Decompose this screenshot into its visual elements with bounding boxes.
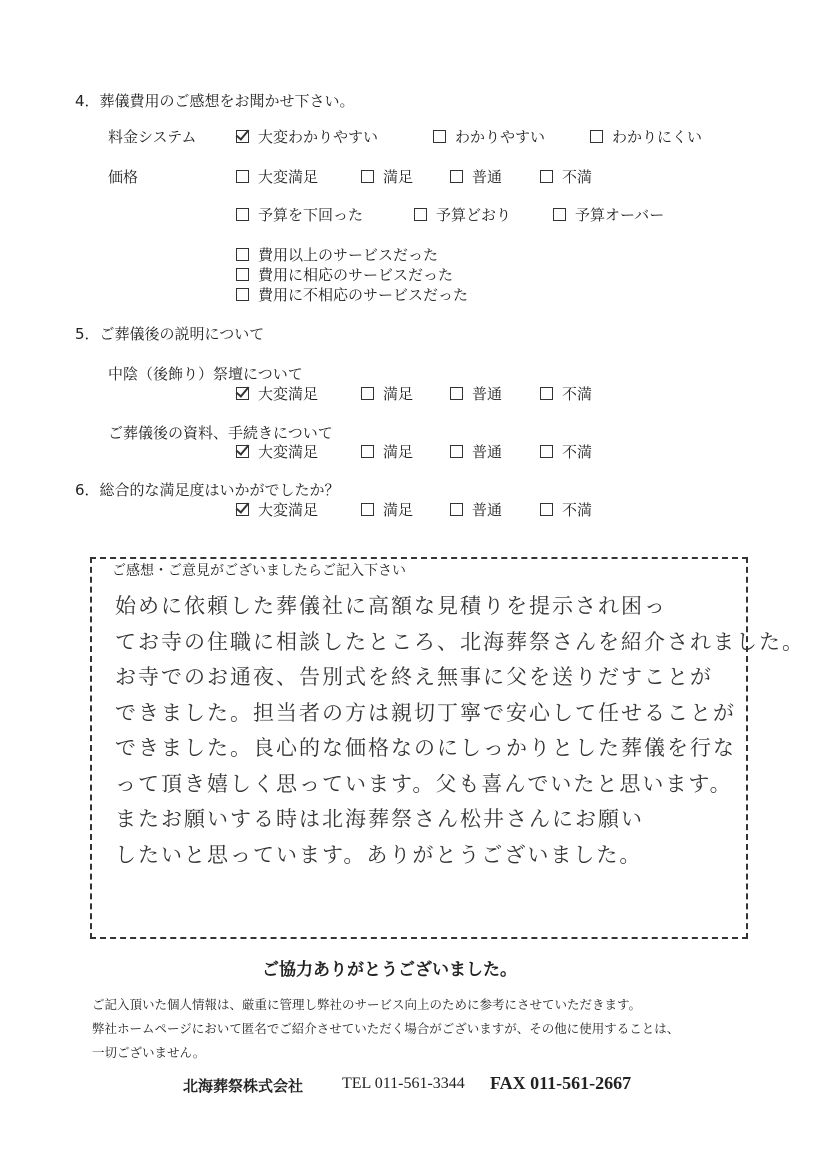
option-label: 大変満足 (258, 501, 319, 519)
handwritten-line: てお寺の住職に相談したところ、北海葬祭さんを紹介されました。 (115, 629, 805, 654)
option-label: 大変満足 (258, 168, 319, 186)
checkbox[interactable] (236, 387, 249, 400)
option-label: 不満 (562, 168, 593, 186)
handwritten-line: お寺でのお通夜、告別式を終え無事に父を送りだすことが (115, 665, 713, 689)
option-label: 大変満足 (258, 443, 319, 461)
checkbox[interactable] (540, 387, 553, 400)
handwritten-line: したいと思っています。ありがとうございました。 (115, 842, 643, 867)
checkbox[interactable] (553, 208, 566, 221)
option-label: 予算を下回った (258, 206, 364, 224)
q6-title: 6．総合的な満足度はいかがでしたか？ (75, 481, 340, 499)
q5-title: 5．ご葬儀後の説明について (75, 325, 265, 343)
option-label: 満足 (383, 443, 414, 461)
system-label: 料金システム (108, 128, 197, 146)
checkbox[interactable] (236, 170, 249, 183)
option-label: 予算どおり (436, 206, 512, 224)
checkbox[interactable] (236, 248, 249, 261)
checkbox[interactable] (236, 268, 249, 281)
option-label: 満足 (383, 501, 414, 519)
q4-title: 4．葬儀費用のご感想をお聞かせ下さい。 (75, 92, 355, 110)
checkbox[interactable] (450, 445, 463, 458)
option-label: わかりにくい (612, 128, 703, 146)
checkbox[interactable] (236, 445, 249, 458)
checkbox[interactable] (236, 130, 249, 143)
price-label: 価格 (108, 168, 139, 186)
checkbox[interactable] (540, 170, 553, 183)
checkbox[interactable] (540, 503, 553, 516)
option-label: 不満 (562, 385, 593, 403)
option-label: 費用以上のサービスだった (258, 246, 439, 264)
note-line: 弊社ホームページにおいて匿名でご紹介させていただく場合がございますが、その他に使用することは、 (92, 1021, 680, 1036)
option-label: 大変満足 (258, 385, 319, 403)
option-label: 不満 (562, 501, 593, 519)
checkbox[interactable] (236, 208, 249, 221)
fax-number: FAX 011-561-2667 (490, 1073, 632, 1093)
checkbox[interactable] (590, 130, 603, 143)
option-label: 普通 (472, 443, 503, 461)
option-label: 不満 (562, 443, 593, 461)
option-label: 満足 (383, 385, 414, 403)
tel-number: TEL 011-561-3344 (342, 1075, 465, 1092)
altar-label: 中陰（後飾り）祭壇について (108, 365, 303, 383)
handwritten-line: できました。良心的な価格なのにしっかりとした葬儀を行な (115, 736, 736, 760)
checkbox[interactable] (414, 208, 427, 221)
comment-heading: ご感想・ご意見がございましたらご記入下さい (112, 563, 406, 579)
checkbox[interactable] (236, 288, 249, 301)
option-label: 費用に相応のサービスだった (258, 266, 454, 284)
checkbox[interactable] (361, 503, 374, 516)
handwritten-line: できました。担当者の方は親切丁寧で安心して任せることが (115, 700, 736, 725)
checkbox[interactable] (450, 387, 463, 400)
checkbox[interactable] (236, 503, 249, 516)
handwritten-line: またお願いする時は北海葬祭さん松井さんにお願い (115, 807, 644, 831)
checkbox[interactable] (450, 503, 463, 516)
option-label: 予算オーバー (575, 206, 665, 224)
note-line: 一切ございません。 (92, 1045, 206, 1060)
company-name: 北海葬祭株式会社 (183, 1077, 304, 1095)
option-label: 大変わかりやすい (258, 128, 379, 146)
checkbox[interactable] (361, 445, 374, 458)
option-label: 普通 (472, 168, 503, 186)
option-label: 費用に不相応のサービスだった (258, 286, 469, 304)
docs-label: ご葬儀後の資料、手続きについて (108, 424, 333, 442)
handwritten-line: って頂き嬉しく思っています。父も喜んでいたと思います。 (115, 771, 733, 796)
checkbox[interactable] (361, 387, 374, 400)
option-label: 満足 (383, 168, 414, 186)
thanks-text: ご協力ありがとうございました。 (262, 960, 517, 980)
checkbox[interactable] (450, 170, 463, 183)
option-label: 普通 (472, 501, 503, 519)
option-label: 普通 (472, 385, 503, 403)
handwritten-line: 始めに依頼した葬儀社に高額な見積りを提示され困っ (115, 594, 667, 618)
checkbox[interactable] (361, 170, 374, 183)
checkbox[interactable] (433, 130, 446, 143)
note-line: ご記入頂いた個人情報は、厳重に管理し弊社のサービス向上のために参考にさせていただきます。 (92, 997, 642, 1012)
checkbox[interactable] (540, 445, 553, 458)
option-label: わかりやすい (455, 128, 546, 146)
